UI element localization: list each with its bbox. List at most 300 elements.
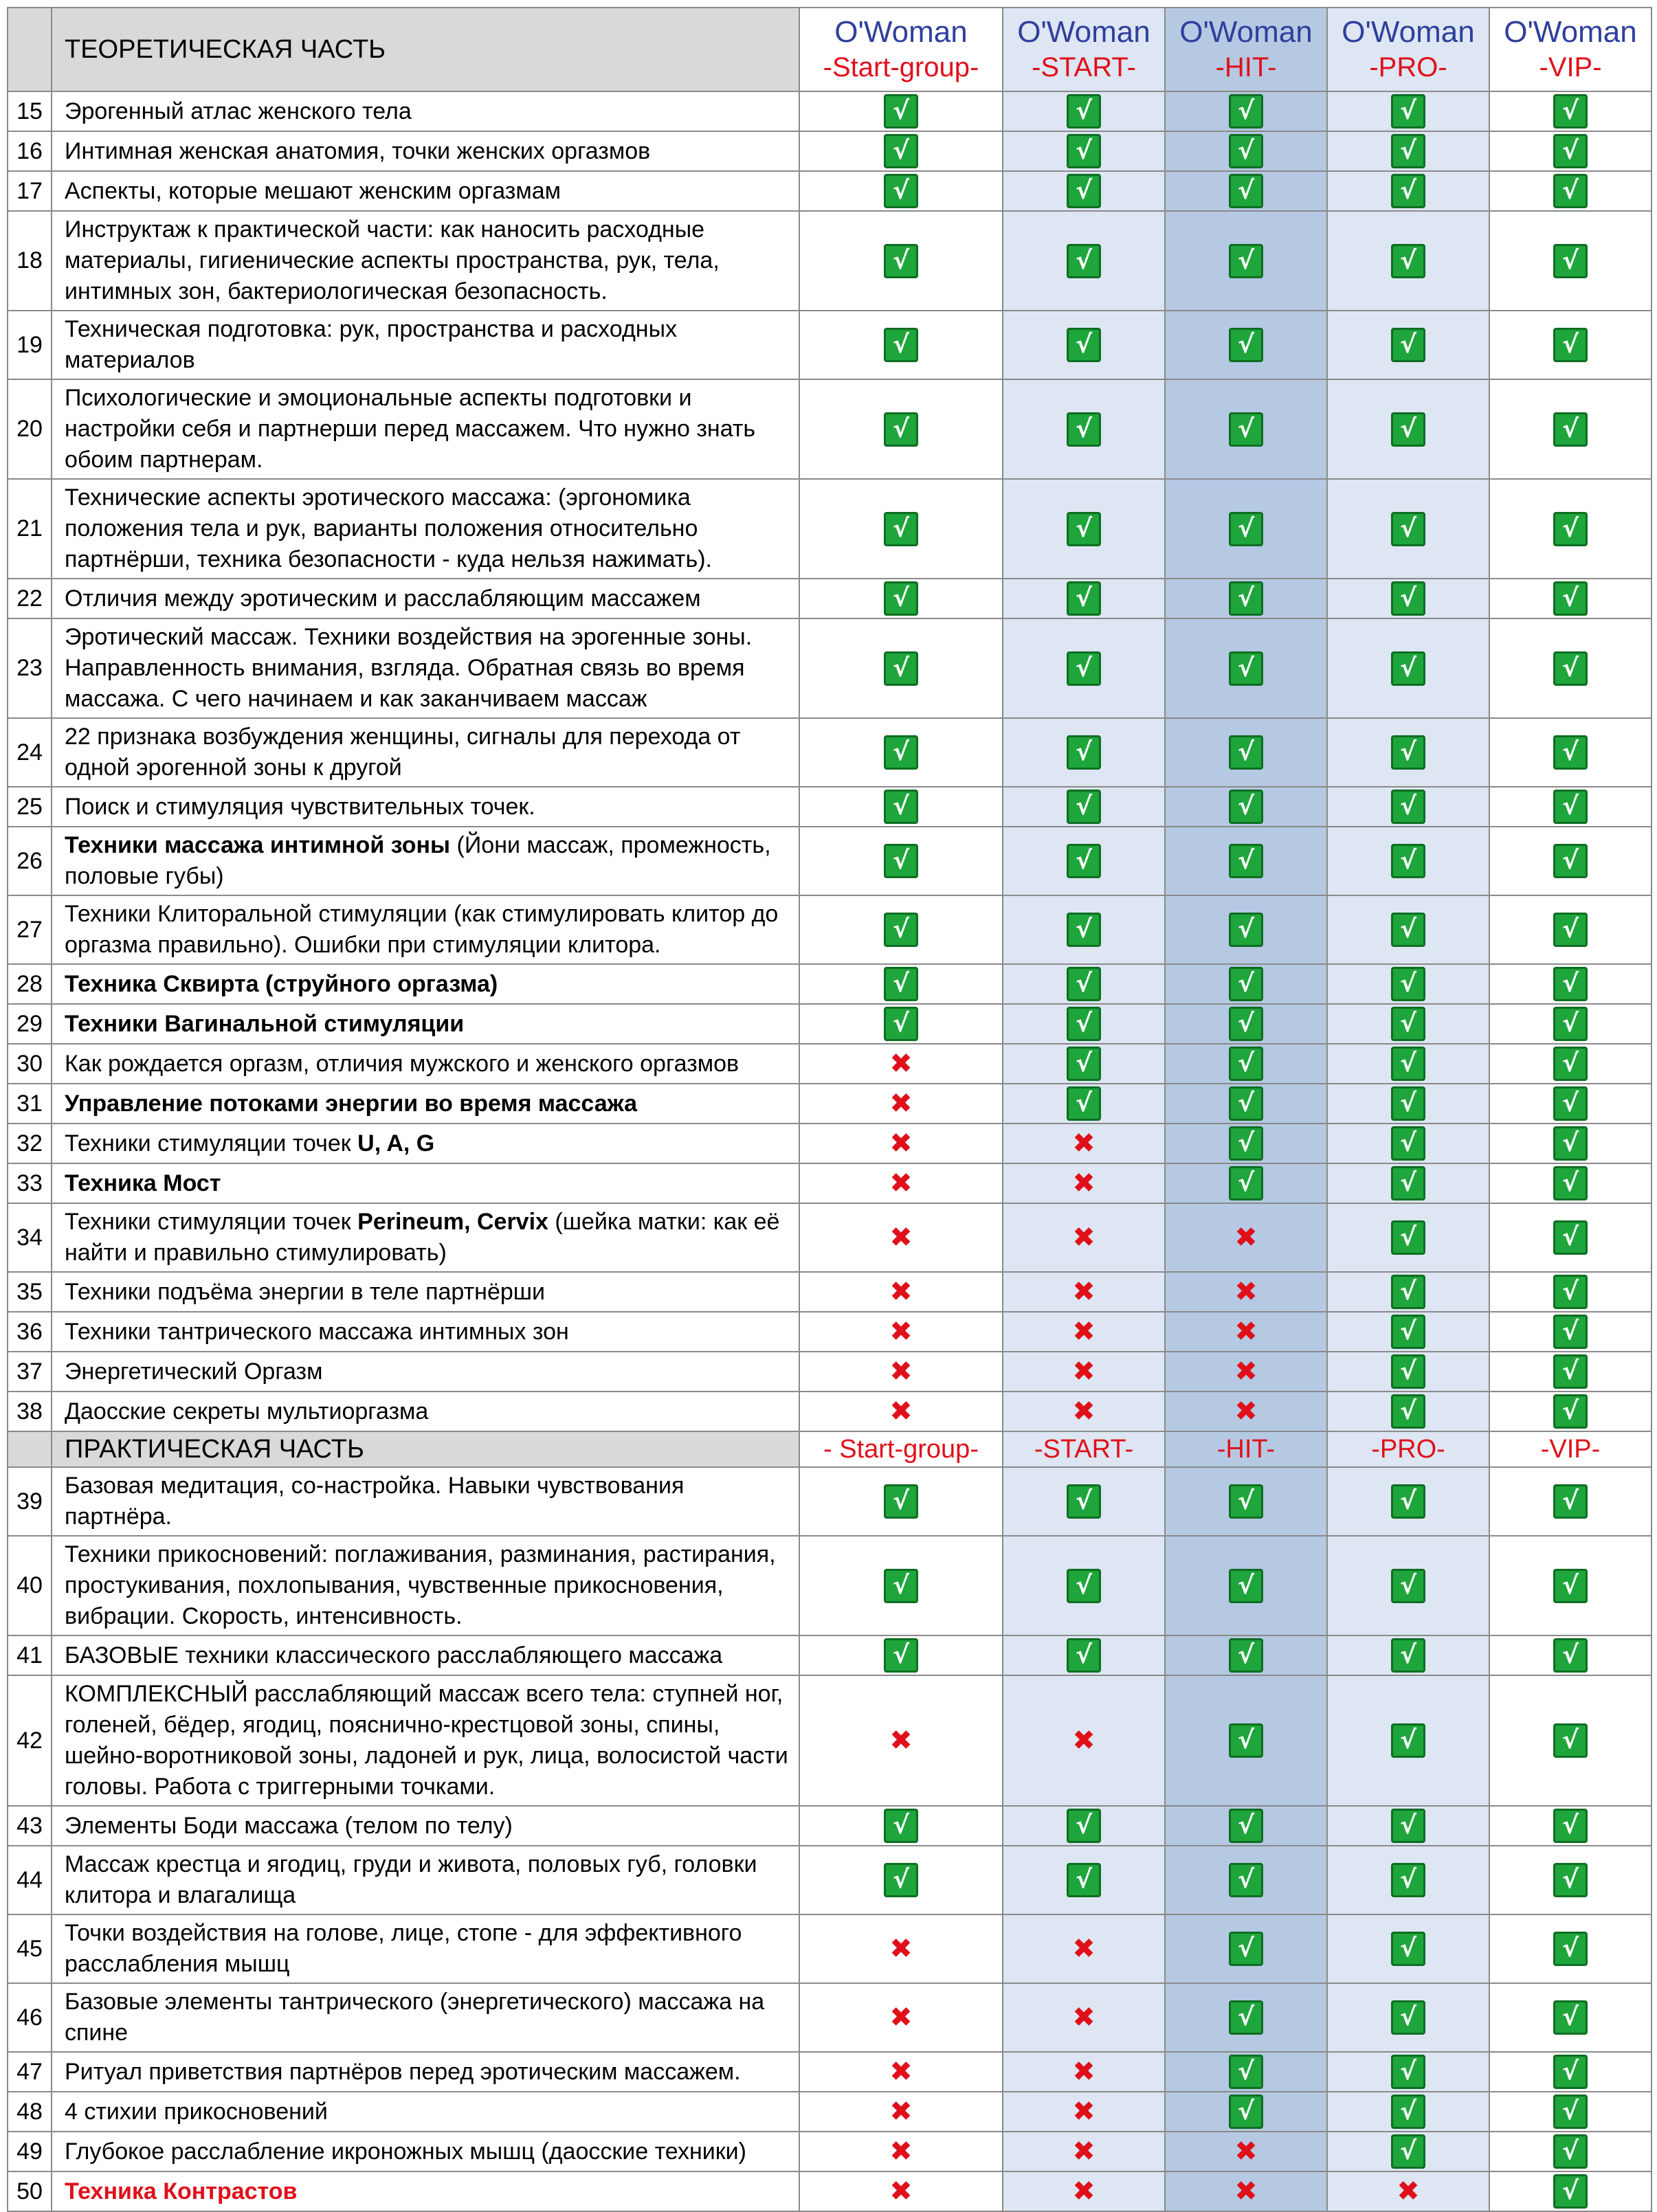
row-number: 18 — [8, 211, 52, 311]
green-checkbox-icon: √ — [1391, 1007, 1425, 1041]
red-cross-icon: ✖ — [1234, 1316, 1258, 1348]
mark-cell-start-group — [799, 1467, 1003, 1536]
row-description — [52, 1163, 799, 1203]
mark-cell-vip — [1489, 379, 1652, 479]
green-checkbox-icon: √ — [1067, 581, 1101, 616]
green-checkbox-icon: √ — [1067, 134, 1101, 168]
green-checkbox-icon: √ — [1553, 1863, 1588, 1897]
mark-cell-vip — [1489, 1312, 1652, 1352]
green-checkbox-icon: √ — [1553, 1166, 1588, 1200]
green-checkbox-icon: √ — [1391, 1638, 1425, 1673]
description-text: Базовая медитация, со-настройка. Навыки чувствования партнёра. — [65, 1473, 685, 1530]
mark-cell-start — [1003, 1004, 1165, 1044]
green-checkbox-icon: √ — [1229, 134, 1263, 168]
mark-cell-start-group — [799, 1536, 1003, 1635]
red-cross-icon: ✖ — [889, 1088, 913, 1119]
mark-cell-start — [1003, 2052, 1165, 2092]
row-number: 37 — [8, 1352, 52, 1392]
description-text: Техника Контрастов — [65, 2178, 298, 2204]
table-row — [8, 787, 1652, 827]
row-description — [52, 1392, 799, 1431]
row-description — [52, 2171, 799, 2211]
mark-cell-hit — [1165, 91, 1327, 131]
mark-cell-start-group — [799, 1392, 1003, 1431]
row-number: 29 — [8, 1004, 52, 1044]
green-checkbox-icon: √ — [1553, 1126, 1588, 1161]
row-number: 36 — [8, 1312, 52, 1352]
mark-cell-vip — [1489, 1272, 1652, 1312]
mark-cell-pro — [1327, 171, 1489, 211]
table-row — [8, 2171, 1652, 2211]
green-checkbox-icon: √ — [1553, 512, 1588, 546]
mark-cell-pro — [1327, 964, 1489, 1004]
table-row — [8, 1536, 1652, 1635]
green-checkbox-icon: √ — [1229, 2000, 1263, 2035]
mark-cell-start — [1003, 579, 1165, 618]
mark-cell-vip — [1489, 579, 1652, 618]
mark-cell-pro — [1327, 1536, 1489, 1635]
mark-cell-pro — [1327, 211, 1489, 311]
table-row — [8, 1004, 1652, 1044]
row-number: 16 — [8, 131, 52, 171]
mark-cell-hit — [1165, 895, 1327, 964]
mark-cell-start-group — [799, 1806, 1003, 1846]
mark-cell-hit — [1165, 311, 1327, 379]
row-number: 50 — [8, 2171, 52, 2211]
row-number: 32 — [8, 1124, 52, 1163]
mark-cell-pro — [1327, 618, 1489, 718]
mark-cell-start-group — [799, 1312, 1003, 1352]
header-num-cell — [8, 1431, 52, 1467]
column-header-start — [1003, 8, 1165, 91]
description-text: 4 стихии прикосновений — [65, 2098, 328, 2125]
red-cross-icon: ✖ — [889, 1048, 913, 1080]
red-cross-icon: ✖ — [1072, 2096, 1096, 2127]
table-row — [8, 171, 1652, 211]
practice-column-header-pro: -PRO- — [1327, 1431, 1489, 1467]
mark-cell-start-group — [799, 311, 1003, 379]
green-checkbox-icon: √ — [1067, 790, 1101, 824]
table-row — [8, 1272, 1652, 1312]
mark-cell-start-group — [799, 964, 1003, 1004]
mark-cell-vip — [1489, 1635, 1652, 1675]
column-header-hit — [1165, 8, 1327, 91]
green-checkbox-icon: √ — [884, 651, 918, 686]
column-brand: O'Woman — [1017, 15, 1150, 49]
red-cross-icon: ✖ — [889, 1356, 913, 1387]
table-row — [8, 2092, 1652, 2132]
green-checkbox-icon: √ — [1229, 1932, 1263, 1966]
description-text: Базовые элементы тантрического (энергетического) массажа на спине — [65, 1989, 765, 2046]
green-checkbox-icon: √ — [884, 1638, 918, 1673]
row-number: 45 — [8, 1914, 52, 1983]
mark-cell-pro — [1327, 1914, 1489, 1983]
mark-cell-start — [1003, 1124, 1165, 1163]
row-number: 33 — [8, 1163, 52, 1203]
green-checkbox-icon: √ — [1553, 2000, 1588, 2035]
mark-cell-start — [1003, 2132, 1165, 2171]
row-number: 26 — [8, 827, 52, 895]
table-row — [8, 379, 1652, 479]
green-checkbox-icon: √ — [1391, 1086, 1425, 1121]
red-cross-icon: ✖ — [889, 2056, 913, 2088]
table-row — [8, 1044, 1652, 1084]
mark-cell-vip — [1489, 1675, 1652, 1806]
table-row — [8, 1312, 1652, 1352]
mark-cell-start-group — [799, 2092, 1003, 2132]
row-number: 38 — [8, 1392, 52, 1431]
mark-cell-hit — [1165, 1675, 1327, 1806]
table-row — [8, 1467, 1652, 1536]
green-checkbox-icon: √ — [1391, 1047, 1425, 1081]
mark-cell-hit — [1165, 964, 1327, 1004]
comparison-table — [7, 7, 1652, 2212]
mark-cell-start-group — [799, 2052, 1003, 2092]
green-checkbox-icon: √ — [1229, 967, 1263, 1001]
description-text: Массаж крестца и ягодиц, груди и живота, половых губ, головки клитора и влагалища — [65, 1851, 757, 1908]
mark-cell-pro — [1327, 827, 1489, 895]
table-row — [8, 2052, 1652, 2092]
mark-cell-hit — [1165, 1124, 1327, 1163]
green-checkbox-icon: √ — [1067, 913, 1101, 947]
mark-cell-vip — [1489, 618, 1652, 718]
row-description — [52, 1352, 799, 1392]
mark-cell-start-group — [799, 171, 1003, 211]
green-checkbox-icon: √ — [1553, 94, 1588, 129]
description-text: Управление потоками энергии во время массажа — [65, 1090, 638, 1117]
green-checkbox-icon: √ — [1391, 1126, 1425, 1161]
red-cross-icon: ✖ — [889, 2002, 913, 2033]
mark-cell-start-group — [799, 1846, 1003, 1914]
description-text: Техническая подготовка: рук, пространства и расходных материалов — [65, 316, 678, 373]
red-cross-icon: ✖ — [1072, 1128, 1096, 1159]
green-checkbox-icon: √ — [884, 913, 918, 947]
mark-cell-vip — [1489, 1004, 1652, 1044]
table-row — [8, 1084, 1652, 1124]
mark-cell-vip — [1489, 1467, 1652, 1536]
practice-column-header-start-group: - Start-group- — [799, 1431, 1003, 1467]
red-cross-icon: ✖ — [1072, 1168, 1096, 1199]
column-brand: O'Woman — [1179, 15, 1313, 49]
green-checkbox-icon: √ — [1229, 512, 1263, 546]
mark-cell-pro — [1327, 895, 1489, 964]
description-text: Глубокое расслабление икроножных мышц (даосские техники) — [65, 2138, 746, 2165]
row-number: 35 — [8, 1272, 52, 1312]
table-row — [8, 91, 1652, 131]
green-checkbox-icon: √ — [1553, 1220, 1588, 1255]
mark-cell-start-group — [799, 1044, 1003, 1084]
description-text: (Йони массаж, промежность, половые губы) — [65, 832, 771, 889]
red-cross-icon: ✖ — [1072, 2136, 1096, 2167]
mark-cell-vip — [1489, 827, 1652, 895]
green-checkbox-icon: √ — [1553, 967, 1588, 1001]
mark-cell-vip — [1489, 964, 1652, 1004]
green-checkbox-icon: √ — [1229, 651, 1263, 686]
row-number: 39 — [8, 1467, 52, 1536]
mark-cell-start — [1003, 787, 1165, 827]
practice-section-title: ПРАКТИЧЕСКАЯ ЧАСТЬ — [52, 1431, 799, 1467]
green-checkbox-icon: √ — [1553, 913, 1588, 947]
mark-cell-hit — [1165, 1467, 1327, 1536]
row-description — [52, 1675, 799, 1806]
row-description — [52, 964, 799, 1004]
green-checkbox-icon: √ — [1553, 244, 1588, 278]
comparison-table-container — [7, 7, 1652, 2212]
green-checkbox-icon: √ — [1391, 1723, 1425, 1758]
row-description — [52, 718, 799, 787]
mark-cell-pro — [1327, 311, 1489, 379]
green-checkbox-icon: √ — [1391, 1394, 1425, 1429]
green-checkbox-icon: √ — [1391, 174, 1425, 208]
mark-cell-pro — [1327, 1352, 1489, 1392]
green-checkbox-icon: √ — [884, 134, 918, 168]
row-number: 25 — [8, 787, 52, 827]
mark-cell-vip — [1489, 1983, 1652, 2052]
green-checkbox-icon: √ — [884, 412, 918, 447]
mark-cell-start — [1003, 1312, 1165, 1352]
green-checkbox-icon: √ — [1229, 2094, 1263, 2129]
mark-cell-hit — [1165, 479, 1327, 579]
mark-cell-pro — [1327, 1272, 1489, 1312]
green-checkbox-icon: √ — [884, 1863, 918, 1897]
mark-cell-start — [1003, 1272, 1165, 1312]
red-cross-icon: ✖ — [1072, 1933, 1096, 1965]
green-checkbox-icon: √ — [884, 790, 918, 824]
green-checkbox-icon: √ — [1391, 512, 1425, 546]
mark-cell-hit — [1165, 1044, 1327, 1084]
description-text: Эрогенный атлас женского тела — [65, 98, 412, 124]
mark-cell-start-group — [799, 1675, 1003, 1806]
green-checkbox-icon: √ — [1553, 844, 1588, 878]
green-checkbox-icon: √ — [1229, 581, 1263, 616]
column-brand: O'Woman — [1342, 15, 1475, 49]
row-description — [52, 171, 799, 211]
mark-cell-start-group — [799, 618, 1003, 718]
row-number: 22 — [8, 579, 52, 618]
green-checkbox-icon: √ — [1553, 2094, 1588, 2129]
green-checkbox-icon: √ — [884, 967, 918, 1001]
mark-cell-vip — [1489, 2092, 1652, 2132]
red-cross-icon: ✖ — [889, 1128, 913, 1159]
mark-cell-pro — [1327, 1392, 1489, 1431]
red-cross-icon: ✖ — [1234, 1276, 1258, 1308]
green-checkbox-icon: √ — [1391, 1809, 1425, 1843]
mark-cell-vip — [1489, 1806, 1652, 1846]
mark-cell-pro — [1327, 1983, 1489, 2052]
description-text: Техники прикосновений: поглаживания, разминания, растирания, простукивания, похлопывания, чувственные прикосновения, вибрации. Скорость, интенсивность. — [65, 1541, 776, 1629]
row-description — [52, 1084, 799, 1124]
green-checkbox-icon: √ — [1229, 844, 1263, 878]
green-checkbox-icon: √ — [1229, 244, 1263, 278]
green-checkbox-icon: √ — [1067, 94, 1101, 129]
row-number: 46 — [8, 1983, 52, 2052]
red-cross-icon: ✖ — [1072, 1396, 1096, 1427]
mark-cell-vip — [1489, 1392, 1652, 1431]
mark-cell-vip — [1489, 895, 1652, 964]
green-checkbox-icon: √ — [1553, 651, 1588, 686]
mark-cell-hit — [1165, 579, 1327, 618]
green-checkbox-icon: √ — [1391, 2055, 1425, 2089]
green-checkbox-icon: √ — [1229, 174, 1263, 208]
mark-cell-hit — [1165, 1312, 1327, 1352]
green-checkbox-icon: √ — [1229, 735, 1263, 770]
mark-cell-hit — [1165, 1806, 1327, 1846]
mark-cell-pro — [1327, 1846, 1489, 1914]
mark-cell-start-group — [799, 895, 1003, 964]
table-row — [8, 827, 1652, 895]
green-checkbox-icon: √ — [1067, 174, 1101, 208]
column-brand: O'Woman — [1504, 15, 1637, 49]
row-description — [52, 2132, 799, 2171]
green-checkbox-icon: √ — [1391, 913, 1425, 947]
green-checkbox-icon: √ — [1067, 1086, 1101, 1121]
column-tier: -HIT- — [1215, 52, 1277, 82]
mark-cell-start — [1003, 1163, 1165, 1203]
column-header-vip — [1489, 8, 1652, 91]
red-cross-icon: ✖ — [1234, 1222, 1258, 1253]
mark-cell-pro — [1327, 2171, 1489, 2211]
red-cross-icon: ✖ — [1072, 2056, 1096, 2088]
practice-column-header-hit: -HIT- — [1165, 1431, 1327, 1467]
description-text: Энергетический Оргазм — [65, 1358, 323, 1385]
mark-cell-hit — [1165, 211, 1327, 311]
row-number: 27 — [8, 895, 52, 964]
green-checkbox-icon: √ — [1229, 913, 1263, 947]
mark-cell-vip — [1489, 1352, 1652, 1392]
green-checkbox-icon: √ — [1067, 412, 1101, 447]
green-checkbox-icon: √ — [1553, 1394, 1588, 1429]
mark-cell-start-group — [799, 1124, 1003, 1163]
green-checkbox-icon: √ — [1067, 651, 1101, 686]
table-row — [8, 1675, 1652, 1806]
row-number: 41 — [8, 1635, 52, 1675]
green-checkbox-icon: √ — [1067, 735, 1101, 770]
table-row — [8, 1124, 1652, 1163]
description-text: Интимная женская анатомия, точки женских оргазмов — [65, 137, 651, 164]
green-checkbox-icon: √ — [1391, 735, 1425, 770]
green-checkbox-icon: √ — [1553, 412, 1588, 447]
red-cross-icon: ✖ — [1397, 2176, 1420, 2207]
mark-cell-vip — [1489, 718, 1652, 787]
mark-cell-start-group — [799, 379, 1003, 479]
mark-cell-start-group — [799, 1163, 1003, 1203]
green-checkbox-icon: √ — [884, 1569, 918, 1603]
mark-cell-vip — [1489, 479, 1652, 579]
mark-cell-start — [1003, 618, 1165, 718]
mark-cell-start — [1003, 1635, 1165, 1675]
green-checkbox-icon: √ — [1391, 1863, 1425, 1897]
mark-cell-start-group — [799, 1635, 1003, 1675]
green-checkbox-icon: √ — [1067, 844, 1101, 878]
table-row — [8, 579, 1652, 618]
description-text: 22 признака возбуждения женщины, сигналы для перехода от одной эрогенной зоны к другой — [65, 724, 741, 781]
mark-cell-start — [1003, 1392, 1165, 1431]
green-checkbox-icon: √ — [1553, 1569, 1588, 1603]
mark-cell-vip — [1489, 1124, 1652, 1163]
mark-cell-hit — [1165, 1635, 1327, 1675]
green-checkbox-icon: √ — [1553, 2174, 1588, 2209]
green-checkbox-icon: √ — [1229, 1126, 1263, 1161]
green-checkbox-icon: √ — [1553, 1638, 1588, 1673]
mark-cell-pro — [1327, 1675, 1489, 1806]
mark-cell-pro — [1327, 2052, 1489, 2092]
description-text: Техники массажа интимной зоны — [65, 832, 451, 858]
red-cross-icon: ✖ — [889, 1725, 913, 1756]
green-checkbox-icon: √ — [1229, 1723, 1263, 1758]
mark-cell-start — [1003, 131, 1165, 171]
mark-cell-vip — [1489, 211, 1652, 311]
mark-cell-pro — [1327, 1044, 1489, 1084]
mark-cell-vip — [1489, 171, 1652, 211]
green-checkbox-icon: √ — [1391, 1569, 1425, 1603]
mark-cell-start-group — [799, 479, 1003, 579]
green-checkbox-icon: √ — [1229, 1863, 1263, 1897]
green-checkbox-icon: √ — [1391, 1354, 1425, 1389]
green-checkbox-icon: √ — [1553, 2055, 1588, 2089]
mark-cell-start — [1003, 211, 1165, 311]
green-checkbox-icon: √ — [1067, 1638, 1101, 1673]
row-description — [52, 827, 799, 895]
row-number: 23 — [8, 618, 52, 718]
mark-cell-vip — [1489, 2132, 1652, 2171]
mark-cell-start — [1003, 1203, 1165, 1272]
mark-cell-pro — [1327, 91, 1489, 131]
green-checkbox-icon: √ — [1553, 735, 1588, 770]
mark-cell-start-group — [799, 787, 1003, 827]
mark-cell-start-group — [799, 1983, 1003, 2052]
description-text: Элементы Боди массажа (телом по телу) — [65, 1812, 513, 1839]
mark-cell-hit — [1165, 1163, 1327, 1203]
mark-cell-start — [1003, 1044, 1165, 1084]
mark-cell-start-group — [799, 2132, 1003, 2171]
red-cross-icon: ✖ — [889, 1933, 913, 1965]
mark-cell-start-group — [799, 131, 1003, 171]
mark-cell-start — [1003, 1983, 1165, 2052]
mark-cell-vip — [1489, 1163, 1652, 1203]
row-description — [52, 1846, 799, 1914]
green-checkbox-icon: √ — [1391, 134, 1425, 168]
green-checkbox-icon: √ — [1391, 328, 1425, 362]
row-number: 31 — [8, 1084, 52, 1124]
row-number: 15 — [8, 91, 52, 131]
row-number: 24 — [8, 718, 52, 787]
mark-cell-start-group — [799, 1352, 1003, 1392]
mark-cell-hit — [1165, 2052, 1327, 2092]
mark-cell-hit — [1165, 1352, 1327, 1392]
description-text: Ритуал приветствия партнёров перед эротическим массажем. — [65, 2058, 741, 2085]
table-row — [8, 311, 1652, 379]
green-checkbox-icon: √ — [1553, 1354, 1588, 1389]
table-row — [8, 1983, 1652, 2052]
green-checkbox-icon: √ — [884, 1484, 918, 1519]
green-checkbox-icon: √ — [1553, 1047, 1588, 1081]
column-brand: O'Woman — [834, 15, 968, 49]
mark-cell-vip — [1489, 1846, 1652, 1914]
description-text: Поиск и стимуляция чувствительных точек. — [65, 793, 535, 820]
description-text: Техники Вагинальной стимуляции — [65, 1010, 465, 1037]
red-cross-icon: ✖ — [889, 1222, 913, 1253]
red-cross-icon: ✖ — [1234, 2136, 1258, 2167]
description-text: (шейка матки: как её найти и правильно стимулировать) — [65, 1209, 780, 1266]
table-row — [8, 2132, 1652, 2171]
mark-cell-pro — [1327, 2132, 1489, 2171]
green-checkbox-icon: √ — [1553, 1007, 1588, 1041]
mark-cell-hit — [1165, 718, 1327, 787]
green-checkbox-icon: √ — [884, 244, 918, 278]
description-text: U, A, G — [357, 1130, 435, 1157]
table-row — [8, 1914, 1652, 1983]
green-checkbox-icon: √ — [1067, 328, 1101, 362]
